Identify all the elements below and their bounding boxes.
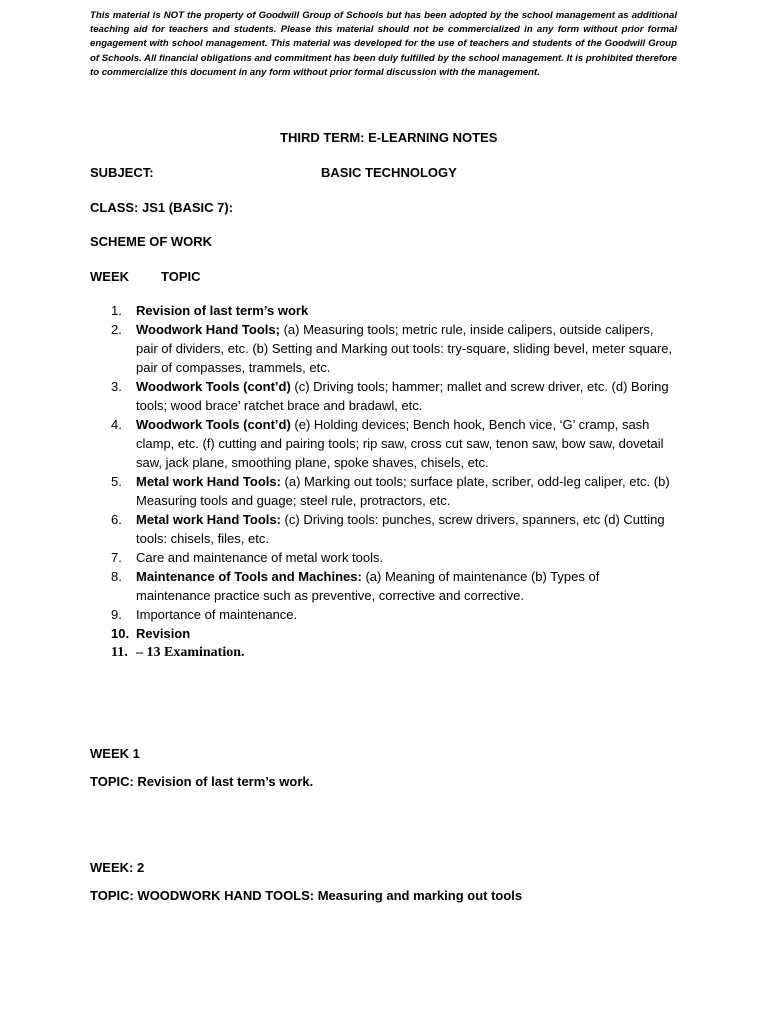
document-title: THIRD TERM: E-LEARNING NOTES [280, 130, 498, 145]
week2-label: WEEK: 2 [90, 860, 145, 875]
list-item [0, 472, 676, 510]
list-item-text: Care and maintenance of metal work tools. [136, 550, 384, 565]
list-item-lead: – 13 Examination. [136, 645, 245, 660]
week2-topic: TOPIC: WOODWORK HAND TOOLS: Measuring and marking out tools [90, 888, 523, 903]
list-item-lead: Woodwork Tools (cont’d) [136, 417, 291, 432]
week1-label: WEEK 1 [90, 746, 140, 761]
list-item-lead: Revision of last term’s work [136, 303, 309, 318]
list-item-text: (a) Marking out tools; surface plate, scriber, odd-leg caliper, etc. (b) Measuring tools and guage; steel rule, protractors, etc. [136, 474, 670, 508]
list-item [0, 301, 676, 320]
list-item-text: (a) Meaning of maintenance (b) Types of maintenance practice such as preventive, corrective and corrective. [136, 569, 600, 603]
scheme-heading: SCHEME OF WORK [90, 234, 213, 249]
list-item-text: Importance of maintenance. [136, 607, 298, 622]
list-item [0, 567, 676, 605]
list-item-text: (a) Measuring tools; metric rule, inside calipers, outside calipers, pair of dividers, etc. (b) Setting and Marking out tools: try-square, sliding bevel, meter square, pair of compasses, trammels, etc. [136, 322, 673, 375]
class-line: CLASS: JS1 (BASIC 7): [90, 200, 234, 215]
list-item [0, 548, 676, 567]
list-item [0, 624, 676, 643]
list-item-number: 2. [111, 322, 122, 337]
list-item-number: 1. [111, 303, 122, 318]
subject-value: BASIC TECHNOLOGY [321, 165, 457, 180]
list-item [0, 605, 676, 624]
scheme-list [0, 301, 700, 662]
list-item-lead: Revision [136, 626, 191, 641]
subject-label: SUBJECT: [90, 165, 154, 180]
disclaimer-text: This material is NOT the property of Goodwill Group of Schools but has been adopted by the school management as additional teaching aid for teachers and students. Please this material should not be commercialized in any form without prior formal engagement with school management. This material was developed for the use of teachers and students of the Goodwill Group of Schools. All financial obligations and commitment has been duly fulfilled by the school management. It is prohibited therefore to commercialize this document in any form without prior formal discussion with the management. [90, 10, 677, 78]
list-item-number: 10. [111, 626, 130, 641]
list-item [0, 643, 676, 662]
list-item-lead: Metal work Hand Tools: [136, 474, 281, 489]
list-item-number: 7. [111, 550, 122, 565]
list-item-lead: Maintenance of Tools and Machines: [136, 569, 362, 584]
list-item [0, 415, 676, 472]
list-item-lead: Woodwork Tools (cont’d) [136, 379, 291, 394]
list-item-number: 8. [111, 569, 122, 584]
week-column-header: WEEK [90, 269, 129, 284]
list-item [0, 510, 676, 548]
list-item [0, 320, 676, 377]
list-item-text: (e) Holding devices; Bench hook, Bench vice, ‘G’ cramp, sash clamp, etc. (f) cutting and pairing tools; rip saw, cross cut saw, tenon saw, bow saw, dovetail saw, jack plane, smoothing plane, spoke shaves, chisels, etc. [136, 417, 664, 470]
list-item-text: (c) Driving tools: punches, screw drivers, spanners, etc (d) Cutting tools: chisels, files, etc. [136, 512, 665, 546]
list-item-number: 11. [111, 645, 128, 660]
list-item [0, 377, 676, 415]
list-item-lead: Metal work Hand Tools: [136, 512, 281, 527]
list-item-number: 4. [111, 417, 122, 432]
week1-topic: TOPIC: Revision of last term’s work. [90, 774, 314, 789]
list-item-text: (c) Driving tools; hammer; mallet and screw driver, etc. (d) Boring tools; wood brace’ ratchet brace and bradawl, etc. [136, 379, 669, 413]
topic-column-header: TOPIC [161, 269, 201, 284]
list-item-lead: Woodwork Hand Tools; [136, 322, 280, 337]
list-item-number: 9. [111, 607, 122, 622]
list-item-number: 3. [111, 379, 122, 394]
list-item-number: 6. [111, 512, 122, 527]
list-item-number: 5. [111, 474, 122, 489]
